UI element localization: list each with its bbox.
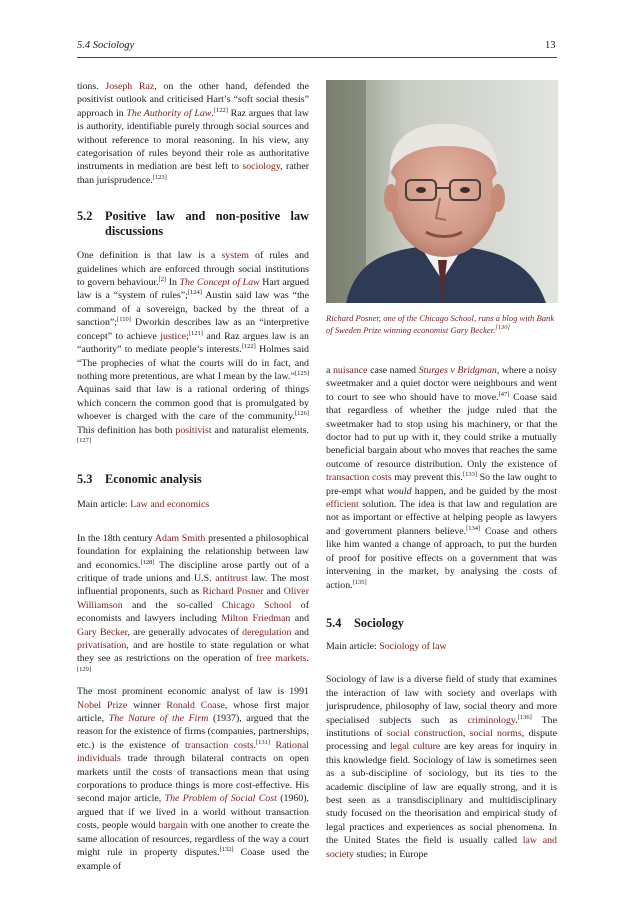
hyperlink[interactable]: antitrust [215,572,248,584]
citation-ref[interactable]: [47] [498,390,510,398]
hyperlink[interactable]: Nobel Prize [77,699,128,711]
citation-ref[interactable]: [128] [140,558,155,566]
section-number: 5.4 [326,615,342,630]
hyperlink[interactable]: Rational individuals [77,739,310,765]
text-run: Dworkin describes law as an “interpretive concept” to achieve [77,317,309,342]
section-title: Economic analysis [105,472,202,487]
text-run: , and are hostile to state regulation or what they see as restrictions on the operation of [77,640,309,665]
text-run: In the 18th century [77,532,155,544]
hyperlink[interactable]: Richard Posner [202,586,264,598]
hyperlink[interactable]: deregulation [242,626,292,638]
citation-ref[interactable]: [122] [213,106,228,114]
citation-ref[interactable]: [123] [152,173,167,181]
section-title: Sociology [354,615,404,630]
text-run: and [290,613,310,625]
text-run: . [493,325,496,335]
text-run: and naturalist elements. [211,424,309,436]
citation-ref[interactable]: [131] [256,738,271,746]
text-run: , one of the [378,313,420,323]
hyperlink[interactable]: social norms [469,727,522,739]
hyperlink[interactable]: social construction [386,727,463,739]
citation-ref[interactable]: [121] [188,329,203,337]
hyperlink[interactable]: criminology [467,714,516,726]
citation-ref[interactable]: [134] [466,524,481,532]
citation-ref[interactable]: [132] [219,846,234,854]
text-run: may prevent this. [391,472,463,484]
hyperlink[interactable]: Richard Posner [326,313,379,323]
right-column [326,364,557,865]
section-number: 5.3 [77,472,93,487]
hyperlink[interactable]: bargain [158,820,188,832]
hyperlink[interactable]: Chicago School [221,599,292,611]
text-run: . [515,714,518,726]
paragraph-definitions [77,249,309,450]
hyperlink[interactable]: Law and economics [130,499,210,511]
hyperlink[interactable]: positivist [175,424,212,436]
text-run: In [166,277,180,289]
citation-ref[interactable]: [133] [462,471,477,479]
text-run: The most prominent economic analyst of law is 1991 [77,686,309,698]
citation-ref[interactable]: [2] [158,276,167,284]
text-run: Coase used the example of [77,847,309,872]
text-run: would [387,485,412,497]
header-rule [77,57,557,58]
hyperlink[interactable]: transaction costs [185,739,254,751]
text-run: Aquinas said that law is a rational ordering of things which concern the common good that is promulgated by whoever is charged with the care of the community. [77,384,309,423]
hyperlink[interactable]: Oliver Williamson [77,586,309,611]
text-run: Main article: [77,499,131,511]
text-run: Austin said law was “the command of a sovereign, backed by the threat of a sanction”; [77,290,310,329]
hyperlink[interactable]: The Problem of Social Cost [164,793,277,805]
portrait-illustration [326,80,558,303]
text-run: Hart argued law is a “system of rules”; [77,277,309,302]
text-run: , where a noisy sweetmaker and a quiet doctor were neighbours and went to court to see who should have to move. [326,365,557,403]
text-run: trade through bilateral contracts on open markets until the costs of transactions mean that using corporations to produce things is more cost-effective. His second major article, [77,753,309,805]
running-header-section: 5.4 Sociology [77,40,135,51]
citation-ref[interactable]: [122] [241,343,256,351]
text-run: case named [367,365,419,376]
citation-ref[interactable]: [127] [77,436,92,444]
text-run: and [263,586,284,598]
hyperlink[interactable]: transaction costs [326,472,392,484]
text-run: a [326,365,333,376]
text-run: of rules and guidelines which are enforced through social institutions to govern behaviour. [77,250,309,289]
citation-ref[interactable]: [135] [352,578,367,586]
text-run: One definition is that law is a [77,250,222,262]
text-run: studies; in Europe [353,848,428,860]
text-run: ; [186,330,189,342]
citation-ref[interactable]: [124] [187,289,202,297]
citation-ref[interactable]: [136] [517,713,532,721]
text-run: , runs a blog with [473,313,537,323]
main-article-note [326,640,557,653]
text-run: and [291,626,309,638]
hyperlink[interactable]: privatisation [77,640,127,651]
portrait-photo [326,80,558,303]
text-run: , are generally advocates of [127,626,243,638]
hyperlink[interactable]: Sociology of law [379,640,447,652]
hyperlink[interactable]: Gary Becker [77,626,128,638]
section-heading-5-3 [77,472,309,487]
text-run: Coase and others like him wanted a change of approach, to put the burden of proof for positive effects on a government that was intervening in the market, by analysing the costs of action. [326,525,558,591]
hyperlink[interactable]: Bank of Sweden Prize [326,313,555,335]
text-run: solution. The idea is that law and regulation are not as important or effective at helping people as lawyers and government planners believe. [326,499,557,537]
text-run: . [211,107,214,119]
section-title: Positive law and non-positive law discussions [105,209,309,239]
text-run: . [253,739,257,751]
text-run: winning economist [381,325,451,335]
hyperlink[interactable]: The Nature of the Firm [108,713,209,725]
hyperlink[interactable]: system [221,250,249,262]
hyperlink[interactable]: Ronald Coase [166,699,225,711]
hyperlink[interactable]: Adam Smith [154,532,206,544]
text-run: , rather than jurisprudence. [77,161,309,186]
text-run: , whose first major article, [77,699,309,725]
section-number: 5.2 [77,209,93,224]
text-run: and the so-called [122,599,222,611]
hyperlink[interactable]: sociology [242,161,281,173]
section-heading-5-4 [326,616,557,631]
text-run: tions. [77,81,106,92]
text-run: . [306,653,309,665]
hyperlink[interactable]: justice [160,330,187,342]
text-run: are key areas for inquiry in this knowledge field. Sociology of law is sometimes seen as a sub-discipline of sociology, but its ties to the academic discipline of law are equally strong, and it is best seen as a transdisciplinary and multidisciplinary study focused on the theorisation and empirical study of legal practices and experiences as social phenomena. In the United States the field is usually called [326,741,557,847]
paragraph-raz [77,80,309,187]
hyperlink[interactable]: free markets [256,653,307,665]
text-run: Sociology of law is a diverse field of study that examines the interaction of law with society and overlaps with jurisprudence, philosophy of law, social theory and more specialised subjects such as [326,674,557,726]
hyperlink[interactable]: Sturges v Bridgman [418,365,497,376]
citation-ref[interactable]: [125] [294,369,309,377]
text-run: with one another to create the same allocation of resources, regardless of the way a court might rule in property disputes. [77,820,310,859]
hyperlink[interactable]: Joseph Raz [105,81,155,92]
text-run: , dispute processing and [326,727,557,753]
photo-caption [326,312,557,336]
paragraph-nuisance [326,364,557,592]
text-run: and Raz argues law is an “authority” to mediate people’s interests. [77,330,309,356]
main-article-note [77,498,309,511]
text-run: , [462,727,470,739]
section-heading-5-2 [77,209,309,239]
hyperlink[interactable]: efficient [326,499,359,511]
hyperlink[interactable]: nuisance [332,365,368,376]
text-run: , on the other hand, defended the positivist outlook and criticised Hart’s “soft social thesis” approach in [77,81,309,119]
paragraph-sociology [326,673,557,861]
hyperlink[interactable]: Gary Becker [450,325,494,335]
text-run: So the law ought to pre-empt what [326,472,557,497]
text-run: winner [127,699,167,711]
text-run: Main article: [326,640,380,652]
hyperlink[interactable]: The Authority of Law [126,107,212,119]
text-run: presented a philosophical foundation for explaining the relationship between law and economics. [77,532,310,571]
text-run: The discipline arose partly out of a critique of trade unions and U.S. [77,559,309,584]
left-column [77,80,309,877]
hyperlink[interactable]: legal culture [389,741,441,753]
hyperlink[interactable]: law and society [326,835,557,860]
citation-ref[interactable]: [130] [495,324,511,331]
paragraph-economics-history [77,532,309,679]
citation-ref[interactable]: [129] [77,665,92,673]
text-run: of economists and lawyers including [77,599,310,625]
citation-ref[interactable]: [110] [117,316,131,324]
text-run: (1960), argued that if we lived in a world without transaction costs, people would [77,793,310,832]
text-run: This definition has both [77,424,176,436]
citation-ref[interactable]: [126] [294,410,309,418]
text-run: The institutions of [326,714,557,739]
text-run: Holmes said “The prophecies of what the courts will do in fact, and nothing more pretentious, are what I mean by the law.” [77,344,309,382]
text-run: Raz argues that law is authority, identifiable purely through social sources and without reference to moral reasoning. In his view, any categorisation of rules beyond their role as authoritative instruments in mediation are best left to [77,107,309,173]
page-number: 13 [545,40,556,51]
hyperlink[interactable]: Chicago School [419,313,474,323]
text-run: law. The most influential proponents, such as [77,572,309,598]
text-run: (1937), argued that the reason for the existence of firms (companies, partnerships, etc.) is the existence of [77,713,310,751]
hyperlink[interactable]: The Concept of Law [179,277,260,289]
hyperlink[interactable]: Milton Friedman [221,613,291,625]
text-run: Coase said that regardless of whether the judge ruled that the sweetmaker had to stop using his machinery, or that the doctor had to put up with it, they could strike a mutually beneficial bargain about who moves that reaches the same outcome of resource distribution. Only the existence of [326,391,557,470]
paragraph-coase [77,685,309,873]
text-run: happen, and be guided by the most [411,485,557,497]
